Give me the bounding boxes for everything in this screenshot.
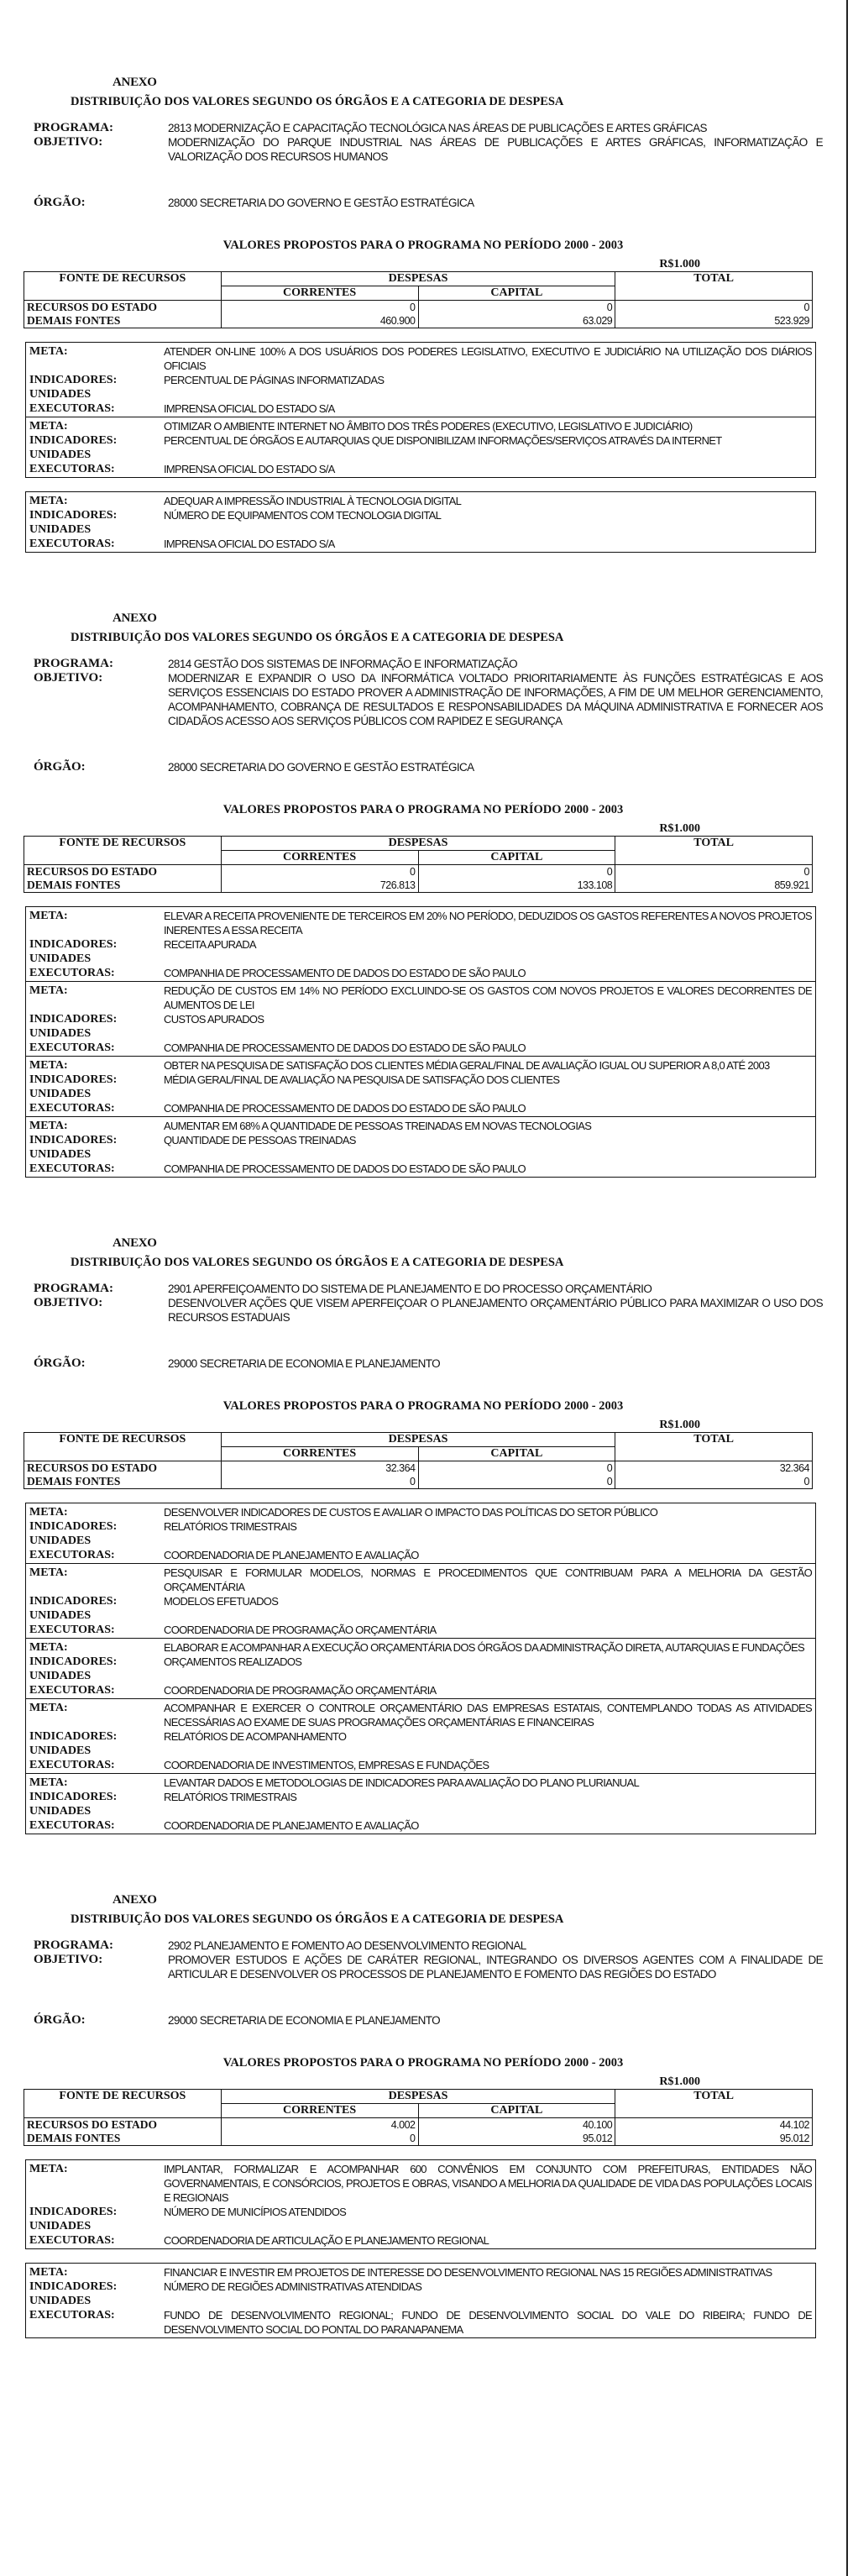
correntes-cell (221, 1461, 418, 1489)
orgao-field (34, 1356, 823, 1371)
indicadores-value: PERCENTUAL DE ÓRGÃOS E AUTARQUIAS QUE DISPONIBILIZAM INFORMAÇÕES/SERVIÇOS ATRAVÉS DA INTERNET (164, 434, 722, 447)
meta-value: OTIMIZAR O AMBIENTE INTERNET NO ÂMBITO DOS TRÊS PODERES (EXECUTIVO, LEGISLATIVO E JUDICIÁRIO) (164, 420, 693, 433)
meta-value: OBTER NA PESQUISA DE SATISFAÇÃO DOS CLIENTES MÉDIA GERAL/FINAL DE AVALIAÇÃO IGUAL OU SUPERIOR A 8,0 ATÉ 2003 (164, 1059, 770, 1072)
source-demais-fontes: DEMAIS FONTES (27, 2132, 121, 2144)
programa-label: PROGRAMA: (34, 657, 113, 670)
unidades-value (164, 1534, 812, 1548)
programa-field (34, 121, 823, 164)
table-row (24, 2118, 813, 2146)
programa-value: 2814 GESTÃO DOS SISTEMAS DE INFORMAÇÃO E INFORMATIZAÇÃO (168, 658, 518, 670)
header-capital: CAPITAL (418, 2104, 615, 2118)
meta-item (26, 492, 815, 552)
unidades-label: UNIDADES (29, 1535, 92, 1547)
value-cell: 460.900 (379, 315, 416, 327)
orgao-label: ÓRGÃO: (34, 760, 86, 774)
unidades-label: UNIDADES (29, 449, 92, 461)
indicadores-value: PERCENTUAL DE PÁGINAS INFORMATIZADAS (164, 374, 385, 386)
programa-value: 2813 MODERNIZAÇÃO E CAPACITAÇÃO TECNOLÓGICA NAS ÁREAS DE PUBLICAÇÕES E ARTES GRÁFICAS (168, 122, 707, 134)
executoras-label: EXECUTORAS: (29, 1549, 115, 1561)
anexo-heading: ANEXO (113, 1236, 157, 1250)
executoras-value: COORDENADORIA DE ARTICULAÇÃO E PLANEJAMENTO REGIONAL (164, 2234, 489, 2247)
orgao-value: 28000 SECRETARIA DO GOVERNO E GESTÃO ESTRATÉGICA (168, 197, 474, 209)
program-section (20, 611, 826, 1178)
header-correntes: CORRENTES (221, 286, 418, 301)
executoras-value: COORDENADORIA DE PLANEJAMENTO E AVALIAÇÃO (164, 1549, 419, 1561)
meta-box (25, 1503, 816, 1834)
source-cell (24, 2118, 222, 2146)
meta-box (25, 2263, 816, 2338)
indicadores-label: INDICADORES: (29, 1730, 118, 1743)
meta-label: META: (29, 495, 68, 507)
unidades-value (164, 1026, 812, 1041)
unidades-value (164, 2219, 812, 2233)
executoras-value: FUNDO DE DESENVOLVIMENTO REGIONAL; FUNDO DE DESENVOLVIMENTO SOCIAL DO VALE DO RIBEIRA; FUNDO DE DESENVOLVIMENTO SOCIAL DO PONTAL DO PARANAPANEMA (164, 2309, 812, 2336)
values-title: VALORES PROPOSTOS PARA O PROGRAMA NO PERÍODO 2000 - 2003 (222, 803, 624, 816)
objetivo-value: MODERNIZAR E EXPANDIR O USO DA INFORMÁTICA VOLTADO PRIORITARIAMENTE ÀS FUNÇÕES ESTRATÉGICAS E AOS SERVIÇOS ESSENCIAIS DO ESTADO PROVER A ADMINISTRAÇÃO DE INFORMAÇÕES, A FIM DE UM MELHOR GERENCIAMENTO, ACOMPANHAMENTO, COBRANÇA DE RESULTADOS E RESPONSABILIDADES DA MÁQUINA ADMINISTRATIVA E FORNECER AOS CIDADÃOS ACESSO AOS SERVIÇOS PÚBLICOS COM RAPIDEZ E SEGURANÇA (168, 672, 823, 727)
indicadores-value: RELATÓRIOS DE ACOMPANHAMENTO (164, 1730, 347, 1743)
indicadores-label: INDICADORES: (29, 1134, 118, 1146)
header-total: TOTAL (615, 1433, 813, 1461)
executoras-label: EXECUTORAS: (29, 1759, 115, 1771)
programa-field (34, 1939, 823, 1981)
correntes-cell (221, 2118, 418, 2146)
unidades-value (164, 387, 812, 401)
currency-unit: R$1.000 (659, 822, 700, 835)
indicadores-label: INDICADORES: (29, 1073, 118, 1086)
unidades-value (164, 1608, 812, 1623)
meta-item (26, 907, 815, 982)
executoras-value: IMPRENSA OFICIAL DO ESTADO S/A (164, 463, 335, 475)
program-section (20, 1893, 826, 2338)
value-cell: 32.364 (779, 1462, 809, 1474)
unidades-value (164, 1744, 812, 1758)
header-fonte: FONTE DE RECURSOS (24, 837, 222, 865)
unidades-value (164, 1147, 812, 1162)
source-recursos-estado: RECURSOS DO ESTADO (27, 865, 158, 878)
programa-field (34, 657, 823, 728)
meta-value: IMPLANTAR, FORMALIZAR E ACOMPANHAR 600 CONVÊNIOS EM CONJUNTO COM PREFEITURAS, ENTIDADES NÃO GOVERNAMENTAIS, E CONSÓRCIOS, PROJETOS E OBRAS, VISANDO A MELHORIA DA QUALIDADE DE VIDA DAS POPULAÇÕES LOCAIS E REGIONAIS (164, 2163, 812, 2204)
indicadores-label: INDICADORES: (29, 2206, 118, 2218)
distribution-subtitle: DISTRIBUIÇÃO DOS VALORES SEGUNDO OS ÓRGÃOS E A CATEGORIA DE DESPESA (71, 95, 564, 108)
indicadores-label: INDICADORES: (29, 1595, 118, 1608)
indicadores-value: NÚMERO DE MUNICÍPIOS ATENDIDOS (164, 2206, 347, 2218)
value-cell: 0 (410, 302, 416, 313)
meta-value: ACOMPANHAR E EXERCER O CONTROLE ORÇAMENTÁRIO DAS EMPRESAS ESTATAIS, CONTEMPLANDO TODAS AS ATIVIDADES NECESSÁRIAS AO EXAME DE SUAS PROGRAMAÇÕES ORÇAMENTÁRIAS E FINANCEIRAS (164, 1702, 812, 1729)
value-cell: 63.029 (583, 315, 613, 327)
meta-label: META: (29, 1120, 68, 1132)
programa-label: PROGRAMA: (34, 1939, 113, 1952)
financial-table (24, 271, 813, 328)
header-despesas: DESPESAS (221, 2090, 615, 2104)
meta-item (26, 2264, 815, 2337)
value-cell: 0 (410, 2133, 416, 2144)
unidades-value (164, 952, 812, 966)
meta-label: META: (29, 1776, 68, 1789)
executoras-value: COMPANHIA DE PROCESSAMENTO DE DADOS DO ESTADO DE SÃO PAULO (164, 1041, 526, 1054)
value-cell: 95.012 (583, 2133, 613, 2144)
meta-value: DESENVOLVER INDICADORES DE CUSTOS E AVALIAR O IMPACTO DAS POLÍTICAS DO SETOR PÚBLICO (164, 1506, 658, 1519)
source-cell (24, 301, 222, 328)
meta-item (26, 1774, 815, 1834)
header-total: TOTAL (615, 272, 813, 301)
value-cell: 0 (803, 302, 809, 313)
header-fonte: FONTE DE RECURSOS (24, 2090, 222, 2118)
meta-label: META: (29, 1506, 68, 1519)
indicadores-value: MODELOS EFETUADOS (164, 1595, 279, 1608)
meta-value: ADEQUAR A IMPRESSÃO INDUSTRIAL À TECNOLOGIA DIGITAL (164, 495, 462, 507)
meta-label: META: (29, 2163, 68, 2175)
executoras-label: EXECUTORAS: (29, 1624, 115, 1636)
programa-field (34, 1282, 823, 1325)
header-correntes: CORRENTES (221, 851, 418, 865)
unidades-value (164, 522, 812, 537)
table-row (24, 865, 813, 893)
indicadores-label: INDICADORES: (29, 434, 118, 447)
unidades-value (164, 448, 812, 462)
capital-cell (418, 301, 615, 328)
unidades-label: UNIDADES (29, 952, 92, 965)
capital-cell (418, 865, 615, 893)
meta-value: ATENDER ON-LINE 100% A DOS USUÁRIOS DOS PODERES LEGISLATIVO, EXECUTIVO E JUDICIÁRIO NA UTILIZAÇÃO DOS DIÁRIOS OFICIAIS (164, 345, 812, 372)
meta-item (26, 417, 815, 477)
meta-box (25, 2159, 816, 2249)
header-capital: CAPITAL (418, 851, 615, 865)
header-correntes: CORRENTES (221, 1447, 418, 1461)
value-cell: 0 (606, 1476, 613, 1487)
meta-item (26, 1503, 815, 1564)
indicadores-label: INDICADORES: (29, 1520, 118, 1533)
value-cell: 523.929 (774, 315, 809, 327)
source-demais-fontes: DEMAIS FONTES (27, 879, 121, 891)
unidades-label: UNIDADES (29, 2295, 92, 2307)
anexo-heading: ANEXO (113, 76, 157, 89)
orgao-value: 29000 SECRETARIA DE ECONOMIA E PLANEJAMENTO (168, 2014, 441, 2027)
distribution-subtitle: DISTRIBUIÇÃO DOS VALORES SEGUNDO OS ÓRGÃOS E A CATEGORIA DE DESPESA (71, 1912, 564, 1926)
meta-value: PESQUISAR E FORMULAR MODELOS, NORMAS E PROCEDIMENTOS QUE CONTRIBUAM PARA A MELHORIA DA GESTÃO ORÇAMENTÁRIA (164, 1566, 812, 1593)
executoras-label: EXECUTORAS: (29, 1819, 115, 1832)
indicadores-value: ORÇAMENTOS REALIZADOS (164, 1655, 302, 1668)
meta-label: META: (29, 1059, 68, 1072)
meta-value: AUMENTAR EM 68% A QUANTIDADE DE PESSOAS TREINADAS EM NOVAS TECNOLOGIAS (164, 1120, 592, 1132)
source-demais-fontes: DEMAIS FONTES (27, 314, 121, 327)
distribution-subtitle: DISTRIBUIÇÃO DOS VALORES SEGUNDO OS ÓRGÃOS E A CATEGORIA DE DESPESA (71, 631, 564, 644)
program-section (20, 1236, 826, 1834)
source-recursos-estado: RECURSOS DO ESTADO (27, 2118, 158, 2131)
indicadores-label: INDICADORES: (29, 1791, 118, 1803)
orgao-label: ÓRGÃO: (34, 1356, 86, 1370)
executoras-label: EXECUTORAS: (29, 1162, 115, 1175)
unidades-label: UNIDADES (29, 388, 92, 401)
executoras-label: EXECUTORAS: (29, 1684, 115, 1697)
total-cell (615, 301, 813, 328)
financial-table (24, 2089, 813, 2146)
meta-item (26, 1564, 815, 1639)
capital-cell (418, 2118, 615, 2146)
anexo-heading: ANEXO (113, 611, 157, 625)
table-row (24, 1461, 813, 1489)
executoras-label: EXECUTORAS: (29, 2234, 115, 2247)
value-cell: 0 (803, 1476, 809, 1487)
values-title: VALORES PROPOSTOS PARA O PROGRAMA NO PERÍODO 2000 - 2003 (222, 239, 624, 252)
value-cell: 95.012 (779, 2133, 809, 2144)
executoras-label: EXECUTORAS: (29, 538, 115, 550)
source-cell (24, 1461, 222, 1489)
value-cell: 32.364 (385, 1462, 416, 1474)
header-total: TOTAL (615, 837, 813, 865)
indicadores-value: MÉDIA GERAL/FINAL DE AVALIAÇÃO NA PESQUISA DE SATISFAÇÃO DOS CLIENTES (164, 1073, 560, 1086)
indicadores-value: NÚMERO DE EQUIPAMENTOS COM TECNOLOGIA DIGITAL (164, 509, 442, 522)
meta-label: META: (29, 345, 68, 358)
value-cell: 0 (606, 1462, 613, 1474)
indicadores-value: QUANTIDADE DE PESSOAS TREINADAS (164, 1134, 356, 1146)
value-cell: 4.002 (390, 2119, 416, 2131)
orgao-field (34, 2013, 823, 2028)
unidades-label: UNIDADES (29, 1744, 92, 1757)
indicadores-value: RELATÓRIOS TRIMESTRAIS (164, 1520, 297, 1533)
unidades-label: UNIDADES (29, 1670, 92, 1682)
meta-item (26, 1117, 815, 1177)
header-despesas: DESPESAS (221, 1433, 615, 1447)
meta-value: ELABORAR E ACOMPANHAR A EXECUÇÃO ORÇAMENTÁRIA DOS ÓRGÃOS DA ADMINISTRAÇÃO DIRETA, AUTARQUIAS E FUNDAÇÕES (164, 1641, 804, 1654)
programa-value: 2902 PLANEJAMENTO E FOMENTO AO DESENVOLVIMENTO REGIONAL (168, 1939, 526, 1952)
header-total: TOTAL (615, 2090, 813, 2118)
correntes-cell (221, 865, 418, 893)
values-title: VALORES PROPOSTOS PARA O PROGRAMA NO PERÍODO 2000 - 2003 (222, 1399, 624, 1413)
total-cell (615, 2118, 813, 2146)
meta-label: META: (29, 910, 68, 922)
indicadores-value: CUSTOS APURADOS (164, 1013, 264, 1026)
value-cell: 40.100 (583, 2119, 613, 2131)
indicadores-value: RELATÓRIOS TRIMESTRAIS (164, 1791, 297, 1803)
meta-item (26, 982, 815, 1057)
currency-unit: R$1.000 (659, 258, 700, 270)
unidades-label: UNIDADES (29, 1088, 92, 1100)
value-cell: 859.921 (774, 879, 809, 891)
distribution-subtitle: DISTRIBUIÇÃO DOS VALORES SEGUNDO OS ÓRGÃOS E A CATEGORIA DE DESPESA (71, 1256, 564, 1269)
value-cell: 726.813 (379, 879, 416, 891)
value-cell: 0 (606, 866, 613, 878)
correntes-cell (221, 301, 418, 328)
executoras-label: EXECUTORAS: (29, 463, 115, 475)
capital-cell (418, 1461, 615, 1489)
financial-table (24, 836, 813, 893)
meta-item (26, 1699, 815, 1774)
anexo-heading: ANEXO (113, 1893, 157, 1907)
executoras-value: COMPANHIA DE PROCESSAMENTO DE DADOS DO ESTADO DE SÃO PAULO (164, 1102, 526, 1115)
meta-label: META: (29, 420, 68, 433)
indicadores-label: INDICADORES: (29, 1013, 118, 1026)
financial-table (24, 1432, 813, 1489)
meta-value: FINANCIAR E INVESTIR EM PROJETOS DE INTERESSE DO DESENVOLVIMENTO REGIONAL NAS 15 REGIÕES ADMINISTRATIVAS (164, 2266, 772, 2279)
header-despesas: DESPESAS (221, 837, 615, 851)
meta-value: LEVANTAR DADOS E METODOLOGIAS DE INDICADORES PARA AVALIAÇÃO DO PLANO PLURIANUAL (164, 1776, 639, 1789)
unidades-label: UNIDADES (29, 1027, 92, 1040)
executoras-value: COMPANHIA DE PROCESSAMENTO DE DADOS DO ESTADO DE SÃO PAULO (164, 1162, 526, 1175)
executoras-value: COORDENADORIA DE PROGRAMAÇÃO ORÇAMENTÁRIA (164, 1684, 437, 1697)
executoras-label: EXECUTORAS: (29, 2309, 115, 2322)
objetivo-value: PROMOVER ESTUDOS E AÇÕES DE CARÁTER REGIONAL, INTEGRANDO OS DIVERSOS AGENTES COM A FINALIDADE DE ARTICULAR E DESENVOLVER OS PROCESSOS DE PLANEJAMENTO E FOMENTO DAS REGIÕES DO ESTADO (168, 1954, 823, 1981)
total-cell (615, 1461, 813, 1489)
indicadores-value: NÚMERO DE REGIÕES ADMINISTRATIVAS ATENDIDAS (164, 2280, 422, 2293)
orgao-field (34, 196, 823, 210)
header-correntes: CORRENTES (221, 2104, 418, 2118)
header-despesas: DESPESAS (221, 272, 615, 286)
programa-value: 2901 APERFEIÇOAMENTO DO SISTEMA DE PLANEJAMENTO E DO PROCESSO ORÇAMENTÁRIO (168, 1283, 652, 1295)
meta-value: REDUÇÃO DE CUSTOS EM 14% NO PERÍODO EXCLUINDO-SE OS GASTOS COM NOVOS PROJETOS E VALORES DECORRENTES DE AUMENTOS DE LEI (164, 984, 812, 1011)
indicadores-label: INDICADORES: (29, 2280, 118, 2293)
executoras-value: COORDENADORIA DE PLANEJAMENTO E AVALIAÇÃO (164, 1819, 419, 1832)
objetivo-label: OBJETIVO: (34, 135, 103, 149)
meta-label: META: (29, 2266, 68, 2279)
source-recursos-estado: RECURSOS DO ESTADO (27, 1461, 158, 1474)
unidades-value (164, 1669, 812, 1683)
executoras-label: EXECUTORAS: (29, 402, 115, 415)
unidades-label: UNIDADES (29, 1609, 92, 1622)
header-fonte: FONTE DE RECURSOS (24, 1433, 222, 1461)
executoras-label: EXECUTORAS: (29, 1041, 115, 1054)
value-cell: 0 (803, 866, 809, 878)
orgao-value: 29000 SECRETARIA DE ECONOMIA E PLANEJAMENTO (168, 1357, 441, 1370)
objetivo-label: OBJETIVO: (34, 1296, 103, 1309)
unidades-value (164, 2294, 812, 2308)
programa-label: PROGRAMA: (34, 1282, 113, 1295)
objetivo-label: OBJETIVO: (34, 671, 103, 685)
executoras-value: IMPRENSA OFICIAL DO ESTADO S/A (164, 538, 335, 550)
unidades-label: UNIDADES (29, 2220, 92, 2232)
orgao-field (34, 760, 823, 774)
meta-box (25, 906, 816, 1178)
executoras-value: COORDENADORIA DE INVESTIMENTOS, EMPRESAS E FUNDAÇÕES (164, 1759, 489, 1771)
indicadores-label: INDICADORES: (29, 374, 118, 386)
header-fonte: FONTE DE RECURSOS (24, 272, 222, 301)
objetivo-value: DESENVOLVER AÇÕES QUE VISEM APERFEIÇOAR O PLANEJAMENTO ORÇAMENTÁRIO PÚBLICO PARA MAXIMIZAR O USO DOS RECURSOS ESTADUAIS (168, 1297, 823, 1324)
table-row (24, 301, 813, 328)
value-cell: 0 (410, 866, 416, 878)
unidades-label: UNIDADES (29, 523, 92, 536)
unidades-value (164, 1804, 812, 1818)
executoras-label: EXECUTORAS: (29, 967, 115, 979)
meta-box (25, 342, 816, 478)
meta-value: ELEVAR A RECEITA PROVENIENTE DE TERCEIROS EM 20% NO PERÍODO, DEDUZIDOS OS GASTOS REFERENTES A NOVOS PROJETOS INERENTES A ESSA RECEITA (164, 910, 812, 936)
value-cell: 133.108 (577, 879, 613, 891)
header-capital: CAPITAL (418, 1447, 615, 1461)
meta-label: META: (29, 1566, 68, 1579)
meta-item (26, 2160, 815, 2248)
currency-unit: R$1.000 (659, 2075, 700, 2088)
source-recursos-estado: RECURSOS DO ESTADO (27, 301, 158, 313)
orgao-value: 28000 SECRETARIA DO GOVERNO E GESTÃO ESTRATÉGICA (168, 761, 474, 774)
meta-label: META: (29, 1702, 68, 1714)
unidades-label: UNIDADES (29, 1805, 92, 1818)
value-cell: 0 (410, 1476, 416, 1487)
page-edge-rule (846, 0, 848, 2576)
meta-label: META: (29, 1641, 68, 1654)
total-cell (615, 865, 813, 893)
meta-box (25, 491, 816, 553)
executoras-value: COMPANHIA DE PROCESSAMENTO DE DADOS DO ESTADO DE SÃO PAULO (164, 967, 526, 979)
meta-item (26, 1639, 815, 1699)
indicadores-value: RECEITA APURADA (164, 938, 256, 951)
indicadores-label: INDICADORES: (29, 509, 118, 522)
programa-label: PROGRAMA: (34, 121, 113, 134)
values-title: VALORES PROPOSTOS PARA O PROGRAMA NO PERÍODO 2000 - 2003 (222, 2056, 624, 2070)
value-cell: 0 (606, 302, 613, 313)
unidades-value (164, 1087, 812, 1101)
indicadores-label: INDICADORES: (29, 938, 118, 951)
executoras-value: COORDENADORIA DE PROGRAMAÇÃO ORÇAMENTÁRIA (164, 1624, 437, 1636)
indicadores-label: INDICADORES: (29, 1655, 118, 1668)
orgao-label: ÓRGÃO: (34, 2013, 86, 2027)
header-capital: CAPITAL (418, 286, 615, 301)
executoras-label: EXECUTORAS: (29, 1102, 115, 1115)
objetivo-value: MODERNIZAÇÃO DO PARQUE INDUSTRIAL NAS ÁREAS DE PUBLICAÇÕES E ARTES GRÁFICAS, INFORMATIZAÇÃO E VALORIZAÇÃO DOS RECURSOS HUMANOS (168, 136, 823, 163)
meta-item (26, 343, 815, 417)
executoras-value: IMPRENSA OFICIAL DO ESTADO S/A (164, 402, 335, 415)
source-demais-fontes: DEMAIS FONTES (27, 1475, 121, 1487)
currency-unit: R$1.000 (659, 1419, 700, 1431)
value-cell: 44.102 (779, 2119, 809, 2131)
objetivo-label: OBJETIVO: (34, 1953, 103, 1966)
source-cell (24, 865, 222, 893)
program-section (20, 76, 826, 553)
orgao-label: ÓRGÃO: (34, 196, 86, 209)
meta-label: META: (29, 984, 68, 997)
meta-item (26, 1057, 815, 1117)
unidades-label: UNIDADES (29, 1148, 92, 1161)
